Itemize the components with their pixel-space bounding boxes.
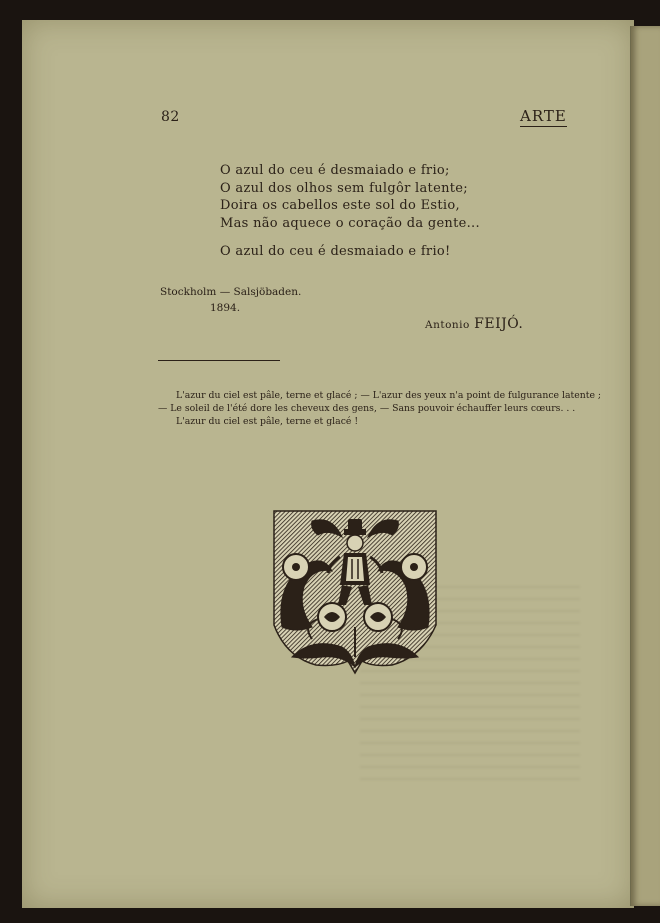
poem-stanza [220, 162, 480, 232]
floral-ornament-vignette [272, 507, 438, 675]
french-translation [158, 389, 601, 428]
page-number: 82 [161, 109, 180, 125]
poem-line: Mas não aquece o coração da gente... [220, 215, 480, 231]
running-head: ARTE [520, 107, 567, 125]
next-page-edge [630, 26, 660, 906]
signature-place: Stockholm — Salsjöbaden. [160, 286, 302, 298]
author-last-name: FEIJÓ. [474, 316, 524, 332]
translation-line: L'azur du ciel est pâle, terne et glacé ; — L'azur des yeux n'a point de fulgurance latente ; [176, 390, 602, 401]
translation-line: L'azur du ciel est pâle, terne et glacé ! [176, 416, 359, 427]
author-first-name: Antonio [425, 319, 470, 331]
poem-refrain: O azul do ceu é desmaiado e frio! [220, 244, 451, 259]
poem-line: O azul dos olhos sem fulgôr latente; [220, 180, 468, 196]
author-name [425, 316, 523, 332]
poem-line: Doira os cabellos este sol do Estio, [220, 198, 460, 213]
signature-year: 1894. [210, 302, 241, 314]
poem-line: O azul do ceu é desmaiado e frio; [220, 163, 450, 178]
translation-line: — Le soleil de l'été dore les cheveux des gens, — Sans pouvoir échauffer leurs cœurs. . . [158, 403, 576, 414]
footnote-rule [158, 360, 280, 361]
